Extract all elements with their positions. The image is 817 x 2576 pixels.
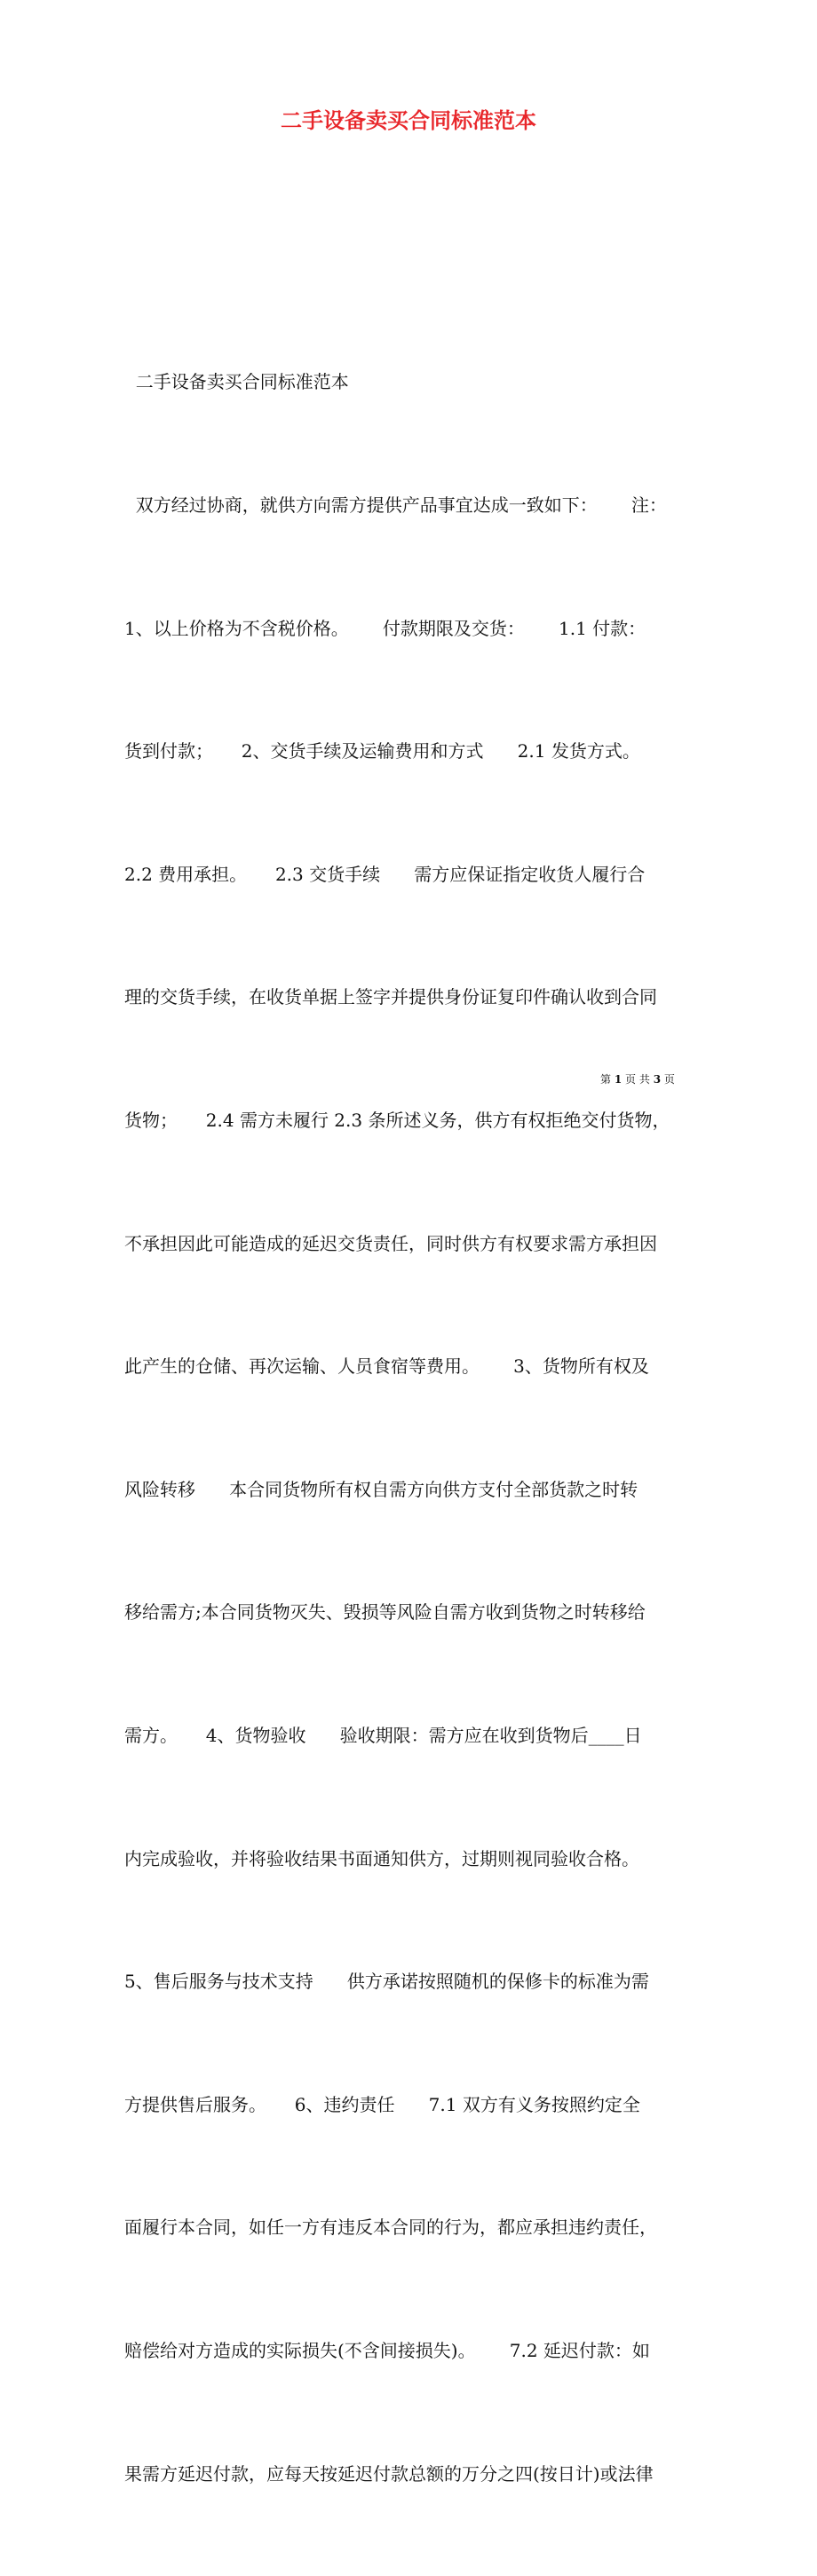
body-line: 方提供售后服务。 6、违约责任 7.1 双方有义务按照约定全 (124, 2093, 640, 2115)
body-line: 面履行本合同，如任一方有违反本合同的行为，都应承担违约责任， (124, 2216, 657, 2239)
body-line: 货物； 2.4 需方未履行 2.3 条所述义务，供方有权拒绝交付货物， (124, 1109, 670, 1131)
footer-suffix: 页 (663, 1073, 675, 1086)
body-line: 需方。 4、货物验收 验收期限：需方应在收到货物后____日 (124, 1724, 642, 1746)
body-line: 二手设备卖买合同标准范本 (124, 371, 349, 393)
body-line: 赔偿给对方造成的实际损失(不含间接损失)。 7.2 延迟付款：如 (124, 2339, 650, 2361)
body-line: 5、售后服务与技术支持 供方承诺按照随机的保修卡的标准为需 (124, 1971, 649, 1993)
body-line: 风险转移 本合同货物所有权自需方向供方支付全部货款之时转 (124, 1478, 639, 1500)
body-line: 1、以上价格为不含税价格。 付款期限及交货： 1.1 付款： (124, 617, 646, 639)
body-line: 果需方延迟付款，应每天按延迟付款总额的万分之四(按日计)或法律 (124, 2462, 654, 2485)
footer-prefix: 第 (600, 1073, 612, 1086)
footer-middle: 页 共 (625, 1073, 650, 1086)
body-line: 不承担因此可能造成的延迟交货责任，同时供方有权要求需方承担因 (124, 1232, 657, 1254)
document-title: 二手设备卖买合同标准范本 (281, 107, 536, 133)
body-line: 2.2 费用承担。 2.3 交货手续 需方应保证指定收货人履行合 (124, 863, 646, 885)
body-line: 内完成验收，并将验收结果书面通知供方，过期则视同验收合格。 (124, 1847, 639, 1869)
body-line: 理的交货手续，在收货单据上签字并提供身份证复印件确认收到合同 (124, 986, 657, 1008)
footer-total-pages: 3 (653, 1073, 662, 1086)
document-body (124, 280, 694, 2576)
footer-page-number: 1 (614, 1073, 623, 1086)
body-line: 移给需方;本合同货物灭失、毁损等风险自需方收到货物之时转移给 (124, 1601, 646, 1624)
body-line: 双方经过协商，就供方向需方提供产品事宜达成一致如下： 注： (124, 494, 667, 516)
body-line: 此产生的仓储、再次运输、人员食宿等费用。 3、货物所有权及 (124, 1355, 649, 1378)
page-footer (600, 1071, 675, 1087)
body-line: 货到付款； 2、交货手续及运输费用和方式 2.1 发货方式。 (124, 740, 640, 763)
